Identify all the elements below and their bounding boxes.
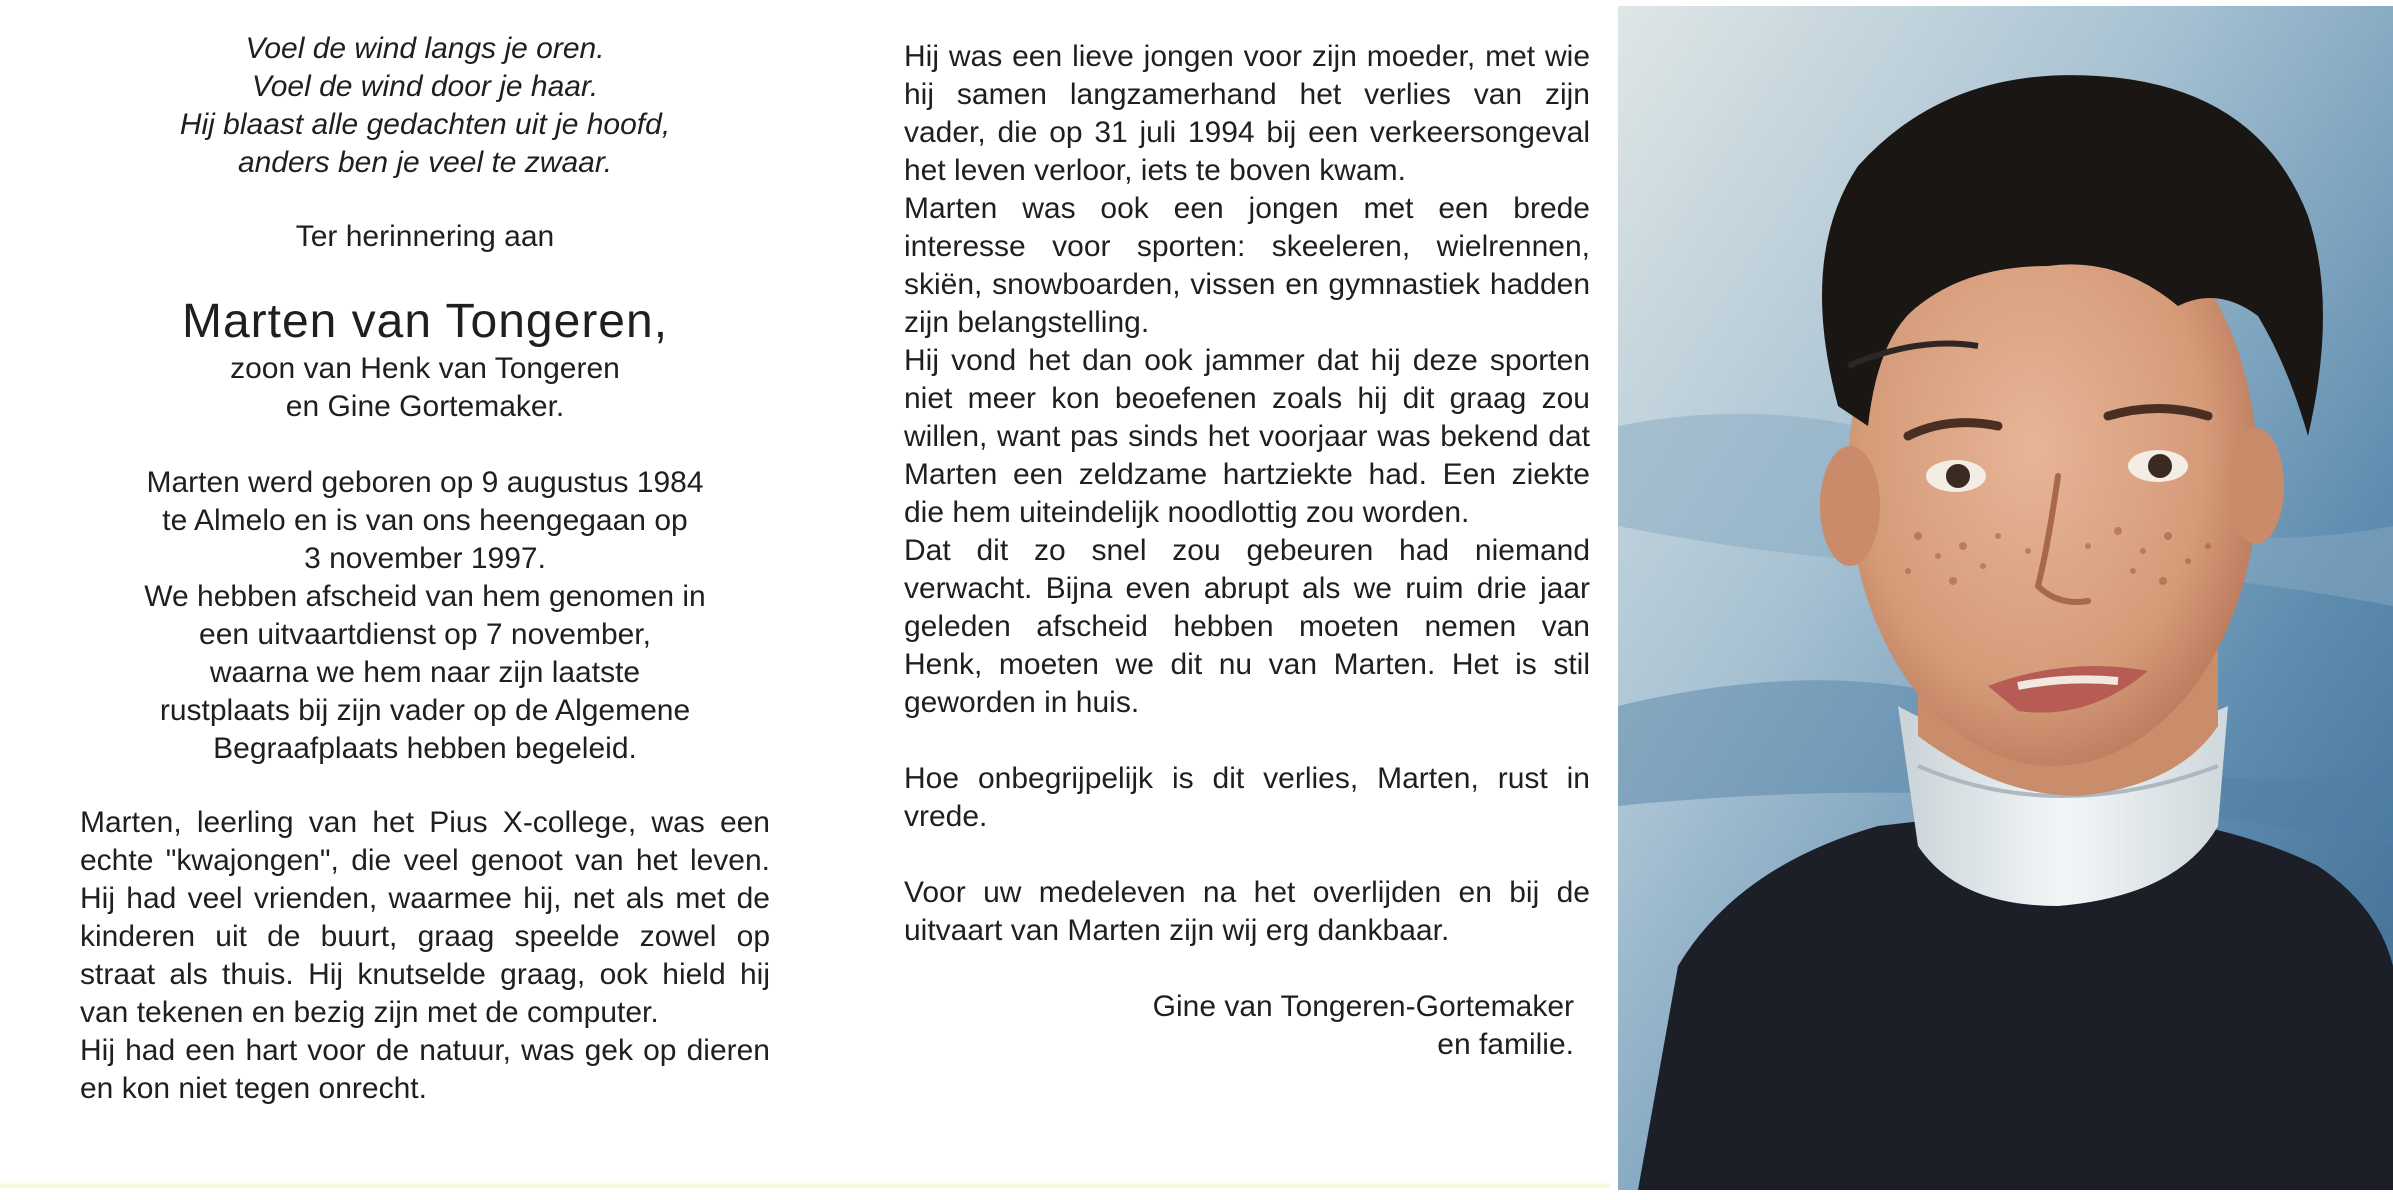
birth-line: Marten werd geboren op 9 augustus 1984 (146, 466, 704, 499)
funeral-line: waarna we hem naar zijn laatste (209, 656, 641, 689)
biography-paragraph: Hij was een lieve jongen voor zijn moeder, met wie hij samen langzamerhand het verlies van zijn vader, die op 31 juli 1994 bij een verkeersongeval het leven verloor, iets te boven kwam. (904, 40, 1590, 187)
birth-line: 3 november 1997. (304, 542, 546, 575)
funeral-line: We hebben afscheid van hem genomen in (144, 580, 706, 613)
signature (904, 988, 1590, 1064)
card-bottom-edge (0, 1180, 1610, 1188)
biography-paragraph: Marten, leerling van het Pius X-college, was een echte "kwajongen", die veel genoot van het leven. Hij had veel vrienden, waarmee hij, net als met de kinderen uit de buurt, graag speelde zowel op straat als thuis. Hij knutselde graag, ook hield hij van tekenen en bezig zijn met de computer. (80, 806, 770, 1029)
biography-paragraph: Hij vond het dan ook jammer dat hij deze sporten niet meer kon beoefenen zoals hij dit graag zou willen, want pas sinds het voorjaar was bekend dat Marten een zeldzame hartziekte had. Een ziekte die hem uiteindelijk noodlottig zou worden. (904, 344, 1590, 529)
biography-paragraph: Dat dit zo snel zou gebeuren had niemand verwacht. Bijna even abrupt als we ruim drie jaar geleden afscheid hebben moeten nemen van Henk, moeten we dit nu van Marten. Het is stil geworden in huis. (904, 534, 1590, 719)
parents-line: en Gine Gortemaker. (285, 390, 565, 423)
deceased-name: Marten van Tongeren, (181, 295, 669, 348)
parents-line: zoon van Henk van Tongeren (230, 352, 620, 385)
poem-line: Hij blaast alle gedachten uit je hoofd, (179, 108, 671, 141)
poem (80, 30, 770, 182)
intro-text: Ter herinnering aan (295, 220, 555, 253)
funeral-line: rustplaats bij zijn vader op de Algemene (159, 694, 691, 727)
closing-text: Hoe onbegrijpelijk is dit verlies, Marten, rust in vrede. (904, 762, 1590, 833)
poem-line: anders ben je veel te zwaar. (237, 146, 613, 179)
funeral-line: Begraafplaats hebben begeleid. (213, 732, 637, 765)
right-pupil (2148, 454, 2172, 478)
portrait-illustration (1618, 6, 2393, 1190)
biography-paragraph: Hij had een hart voor de natuur, was gek op dieren en kon niet tegen onrecht. (80, 1034, 770, 1105)
poem-line: Voel de wind door je haar. (251, 70, 599, 103)
birth-line: te Almelo en is van ons heengegaan op (162, 504, 688, 537)
biography-left (80, 804, 770, 1108)
thanks-text: Voor uw medeleven na het overlijden en bij de uitvaart van Marten zijn wij erg dankbaar. (904, 876, 1590, 947)
birth-info (80, 464, 770, 578)
funeral-line: een uitvaartdienst op 7 november, (199, 618, 651, 651)
signature-line: en familie. (1437, 1028, 1574, 1061)
parents (80, 350, 770, 426)
portrait-photo (1618, 6, 2393, 1190)
left-column (80, 30, 770, 1108)
signature-line: Gine van Tongeren-Gortemaker (1152, 990, 1574, 1023)
poem-line: Voel de wind langs je oren. (245, 32, 605, 65)
right-ear (2228, 428, 2284, 544)
biography-paragraph: Marten was ook een jongen met een brede interesse voor sporten: skeeleren, wielrennen, skiën, snowboarden, vissen en gymnastiek hadden zijn belangstelling. (904, 192, 1590, 339)
left-ear (1820, 446, 1880, 566)
left-pupil (1946, 464, 1970, 488)
middle-column (904, 38, 1590, 1064)
biography-middle (904, 38, 1590, 722)
funeral-info (80, 578, 770, 768)
